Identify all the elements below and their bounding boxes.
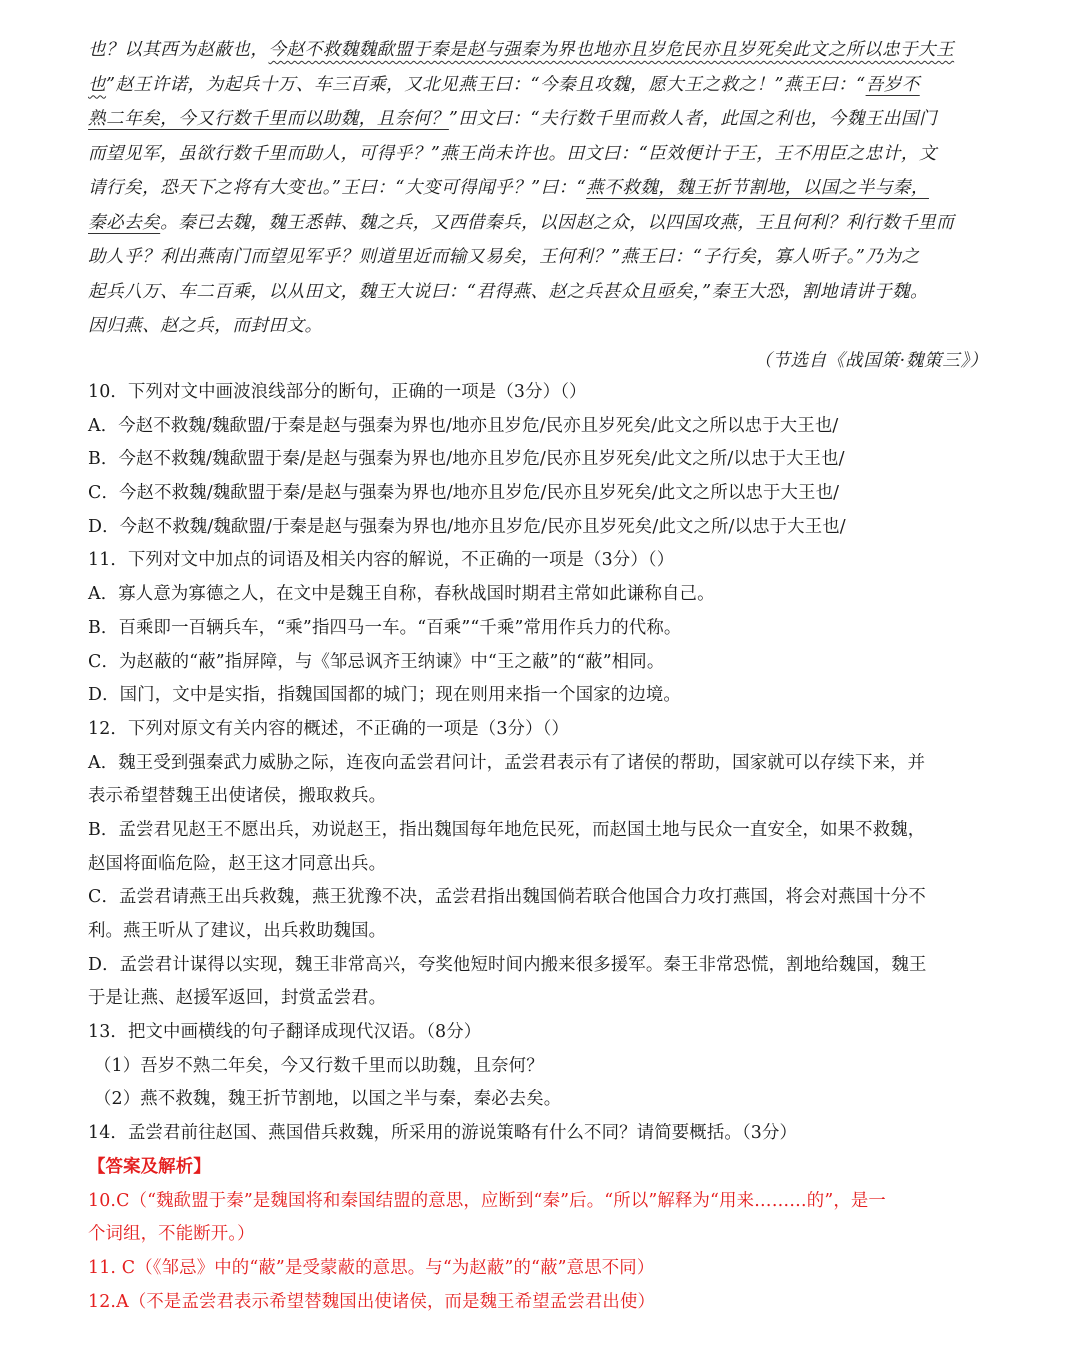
passage-line	[88, 309, 1000, 344]
passage-segment: 因归燕、赵之兵，而封田文。	[88, 316, 323, 336]
passage-segment: 起兵八万、车二百乘，以从田文，魏王大说曰：“君得燕、赵之兵甚众且亟矣，”秦王大恐，割地请讲于魏。	[88, 281, 929, 302]
passage-segment: 请行矣，恐天下之将有大变也。”王曰：“大变可得闻乎？”曰：“	[88, 178, 587, 198]
question-13-part-2: （2）燕不救魏，魏王折节割地，以国之半与秦，秦必去矣。	[94, 1089, 562, 1110]
question-12-option-d: D．孟尝君计谋得以实现，魏王非常高兴，夸奖他短时间内搬来很多援军。秦王非常恐慌，割地给魏国，魏王	[88, 954, 927, 975]
question-11-option-d: D．国门，文中是实指，指魏国国都的城门；现在则用来指一个国家的边境。	[88, 685, 681, 706]
question-11: 11．下列对文中加点的词语及相关内容的解说，不正确的一项是（3分）（）	[88, 550, 675, 571]
question-12-option-c: C．孟尝君请燕王出兵救魏，燕王犹豫不决，孟尝君指出魏国倘若联合他国合力攻打燕国，将会对燕国十分不	[88, 887, 926, 908]
question-10-option-b: B．今赵不救魏/魏歃盟于秦/是赵与强秦为界也/地亦且岁危/民亦且岁死矣/此文之所/以忠于大王也/	[88, 449, 845, 470]
passage-line	[88, 33, 1000, 68]
answer-line: 12.A（不是孟尝君表示希望替魏国出使诸侯，而是魏王希望孟尝君出使）	[88, 1291, 656, 1312]
question-12-option-b: B．孟尝君见赵王不愿出兵，劝说赵王，指出魏国每年地危民死，而赵国土地与民众一直安全，如果不救魏，	[88, 819, 926, 840]
passage-segment: 。秦已去魏，魏王悉韩、魏之兵，又西借秦兵，以因赵之众，以四国攻燕，王且何利？利行数千里而	[160, 212, 955, 233]
passage-segment: ”赵王许诺，为起兵十万、车三百乘，又北见燕王曰：“今秦且攻魏，愿大王之救之！”燕王曰：“	[106, 74, 866, 95]
question-12: 12．下列对原文有关内容的概述，不正确的一项是（3分）（）	[88, 718, 570, 739]
question-11-option-b: B．百乘即一百辆兵车，“乘”指四马一车。“百乘”“千乘”常用作兵力的代称。	[88, 617, 682, 638]
question-14: 14．孟尝君前往赵国、燕国借兵救魏，所采用的游说策略有什么不同？请简要概括。（3分）	[88, 1123, 798, 1144]
question-11-option-a: A．寡人意为寡德之人，在文中是魏王自称，春秋战国时期君主常如此谦称自己。	[88, 584, 715, 605]
passage-source: （节选自《战国策·魏策三》）	[754, 351, 988, 371]
question-13: 13．把文中画横线的句子翻译成现代汉语。（8分）	[88, 1022, 482, 1043]
question-10-option-c: C．今赵不救魏/魏歃盟于秦/是赵与强秦为界也/地亦且岁危/民亦且岁死矣/此文之所以忠于大王也/	[88, 483, 840, 504]
question-10-option-d: D．今赵不救魏/魏歃盟/于秦是赵与强秦为界也/地亦且岁危/民亦且岁死矣/此文之所/以忠于大王也/	[88, 516, 846, 537]
passage-segment: 也？以其西为赵蔽也，	[88, 40, 269, 60]
passage-line	[88, 68, 1000, 103]
passage-line	[88, 137, 1000, 172]
question-10-option-a: A．今赵不救魏/魏歃盟/于秦是赵与强秦为界也/地亦且岁危/民亦且岁死矣/此文之所以忠于大王也/	[88, 415, 839, 436]
question-12-option-b-cont: 赵国将面临危险，赵王这才同意出兵。	[88, 853, 387, 874]
underlined-segment: 秦必去矣	[88, 212, 161, 233]
answer-line: 11. C（《邹忌》中的“蔽”是受蒙蔽的意思。与“为赵蔽”的“蔽”意思不同）	[88, 1257, 655, 1278]
underlined-segment: 燕不救魏，魏王折节割地，以国之半与秦，	[586, 178, 929, 198]
underlined-segment: 熟二年矣，今又行数千里而以助魏，且奈何？	[88, 109, 449, 129]
question-12-option-a-cont: 表示希望替魏王出使诸侯，搬取救兵。	[88, 786, 387, 807]
passage-line	[88, 240, 1000, 275]
question-12-option-c-cont: 利。燕王听从了建议，出兵救助魏国。	[88, 921, 387, 941]
answer-line: 个词组，不能断开。）	[88, 1224, 255, 1245]
passage-segment: ”田文曰：“夫行数千里而救人者，此国之利也，今魏王出国门	[448, 109, 937, 129]
question-10: 10．下列对文中画波浪线部分的断句，正确的一项是（3分）（）	[88, 382, 587, 402]
answer-line: 10.C（“魏歃盟于秦”是魏国将和秦国结盟的意思，应断到“秦”后。“所以”解释为“用来………的”，是一	[88, 1190, 886, 1211]
answer-section-title: 【答案及解析】	[88, 1156, 211, 1177]
passage-line	[88, 206, 1000, 241]
question-11-option-c: C．为赵蔽的“蔽”指屏障，与《邹忌讽齐王纳谏》中“王之蔽”的“蔽”相同。	[88, 651, 665, 672]
passage-text	[88, 33, 1000, 344]
question-13-part-1: （1）吾岁不熟二年矣，今又行数千里而以助魏，且奈何？	[94, 1055, 544, 1076]
passage-segment: 而望见军，虽欲行数千里而助人，可得乎？”燕王尚未许也。田文曰：“臣效便计于王，王不用臣之忠计，文	[88, 143, 937, 164]
passage-line	[88, 171, 1000, 206]
questions-section	[88, 376, 1000, 1319]
passage-segment: 助人乎？利出燕南门而望见军乎？则道里近而输又易矣，王何利？”燕王曰：“子行矣，寡人听子。”乃为之	[88, 247, 920, 267]
question-12-option-a: A．魏王受到强秦武力威胁之际，连夜向孟尝君问计，孟尝君表示有了诸侯的帮助，国家就可以存续下来，并	[88, 752, 926, 773]
question-12-option-d-cont: 于是让燕、赵援军返回，封赏孟尝君。	[88, 988, 387, 1009]
passage-line	[88, 275, 1000, 310]
wavy-underlined-segment: 今赵不救魏魏歃盟于秦是赵与强秦为界也地亦且岁危民亦且岁死矣此文之所以忠于大王	[268, 40, 955, 60]
underlined-segment: 吾岁不	[865, 74, 920, 95]
wavy-underlined-segment: 也	[88, 74, 107, 95]
passage-line	[88, 102, 1000, 137]
